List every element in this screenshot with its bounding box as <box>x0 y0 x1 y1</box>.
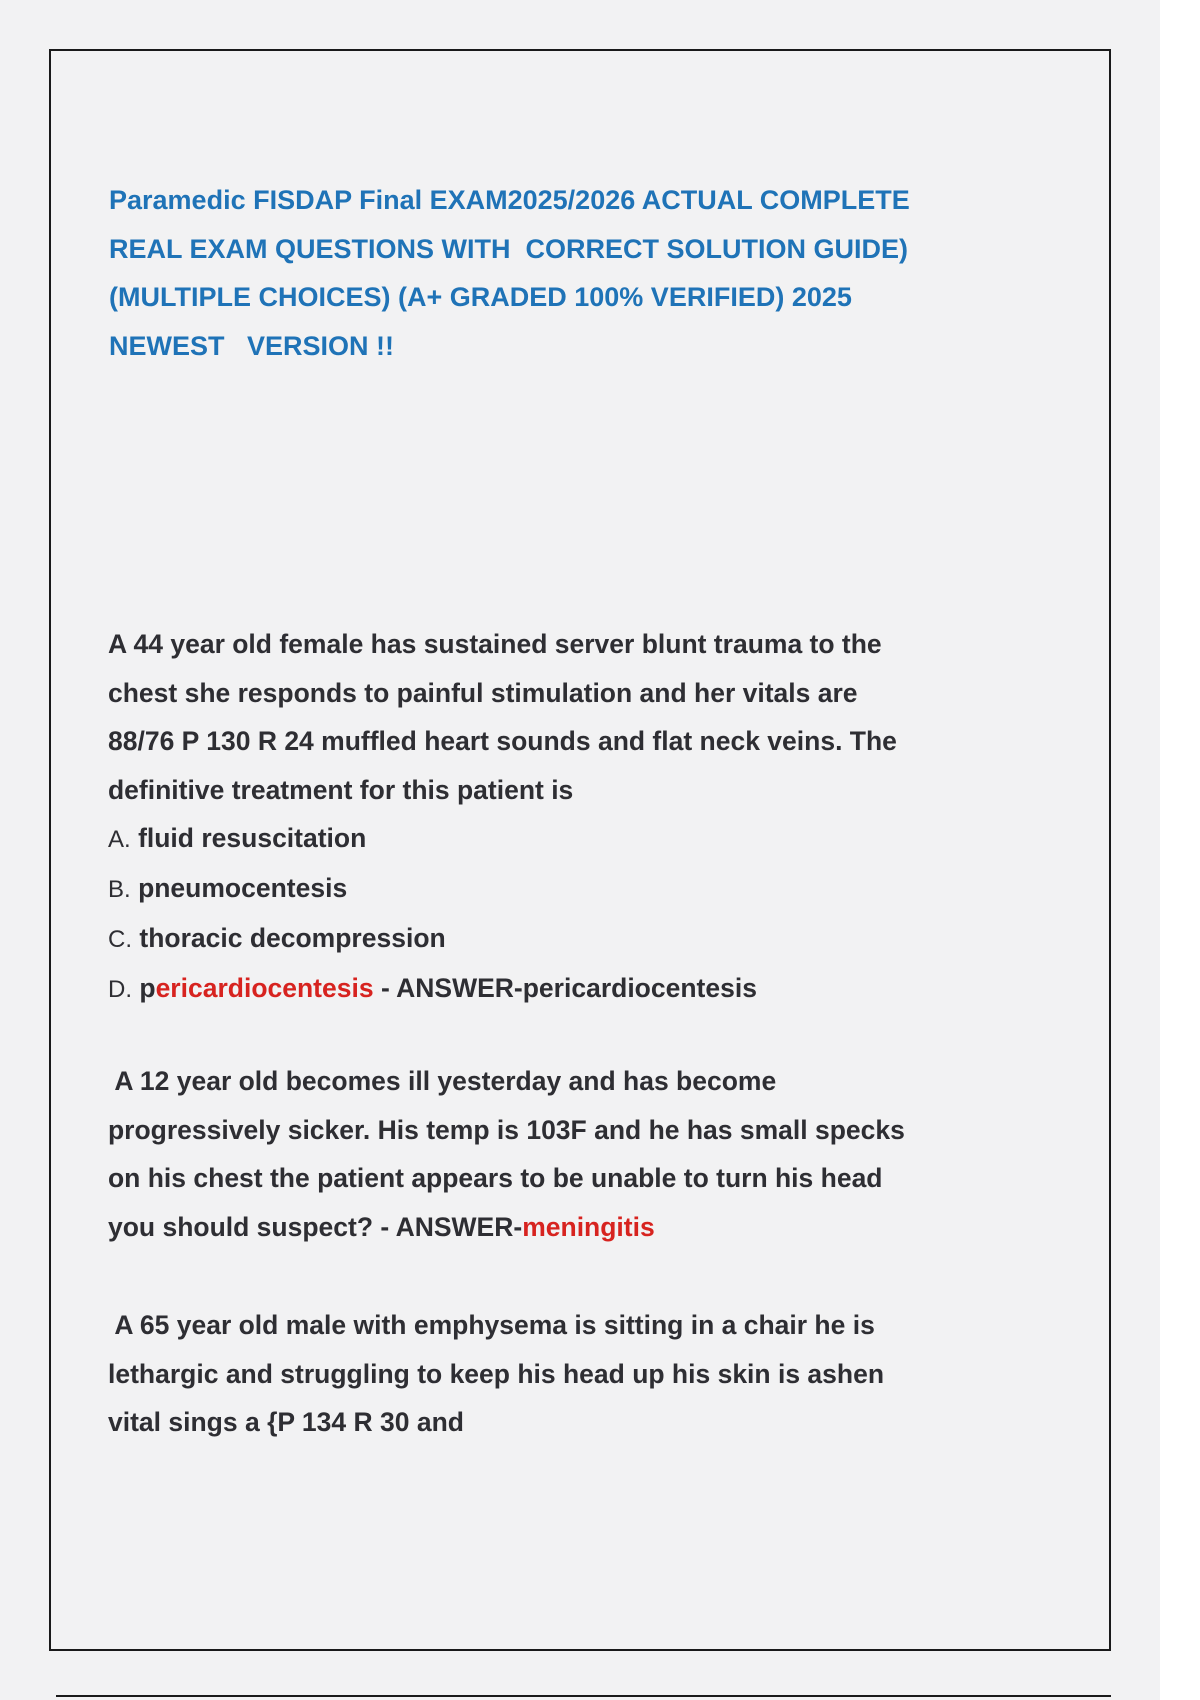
answer-prefix: you should suspect? - ANSWER- <box>108 1211 523 1242</box>
question-1-line: 88/76 P 130 R 24 muffled heart sounds and flat neck veins. The <box>108 726 897 756</box>
option-text-highlight: ericardiocentesis <box>155 973 374 1003</box>
question-2 <box>108 1057 1008 1251</box>
option-b <box>108 864 1008 914</box>
title-line: NEWEST VERSION !! <box>109 330 395 361</box>
option-a <box>108 814 1008 864</box>
answer-highlight: meningitis <box>522 1211 655 1242</box>
question-1 <box>108 620 1008 1014</box>
option-letter: A. <box>108 826 131 853</box>
option-text: pneumocentesis <box>138 873 348 903</box>
option-letter: C. <box>108 926 132 953</box>
option-text: thoracic decompression <box>139 923 446 953</box>
option-d <box>108 964 1008 1014</box>
question-1-line: A 44 year old female has sustained server blunt trauma to the <box>108 629 882 659</box>
question-3-line: A 65 year old male with emphysema is sitting in a chair he is <box>108 1310 875 1340</box>
question-3-line: lethargic and struggling to keep his head up his skin is ashen <box>108 1358 885 1389</box>
option-c <box>108 914 1008 964</box>
title-line: (MULTIPLE CHOICES) (A+ GRADED 100% VERIFIED) 2025 <box>109 282 852 312</box>
question-2-line: progressively sicker. His temp is 103F and he has small specks <box>108 1114 905 1145</box>
option-letter: B. <box>108 876 131 903</box>
option-text: fluid resuscitation <box>138 823 367 853</box>
title-line: REAL EXAM QUESTIONS WITH CORRECT SOLUTION GUIDE) <box>109 233 909 264</box>
option-letter: D. <box>108 976 132 1003</box>
answer-text: - ANSWER-pericardiocentesis <box>373 973 757 1003</box>
question-1-line: chest she responds to painful stimulation and her vitals are <box>108 677 858 708</box>
question-1-line: definitive treatment for this patient is <box>108 774 574 805</box>
question-3 <box>108 1301 1008 1447</box>
right-margin-strip <box>1160 0 1200 1700</box>
question-2-line <box>108 1203 1008 1252</box>
question-2-line: A 12 year old becomes ill yesterday and has become <box>108 1066 777 1096</box>
bottom-rule <box>56 1695 1111 1697</box>
title-line: Paramedic FISDAP Final EXAM2025/2026 ACTUAL COMPLETE <box>109 185 910 215</box>
option-text-lead: p <box>139 973 156 1003</box>
question-2-line: on his chest the patient appears to be unable to turn his head <box>108 1163 883 1193</box>
document-title <box>109 176 1009 370</box>
question-3-line: vital sings a {P 134 R 30 and <box>108 1407 464 1437</box>
